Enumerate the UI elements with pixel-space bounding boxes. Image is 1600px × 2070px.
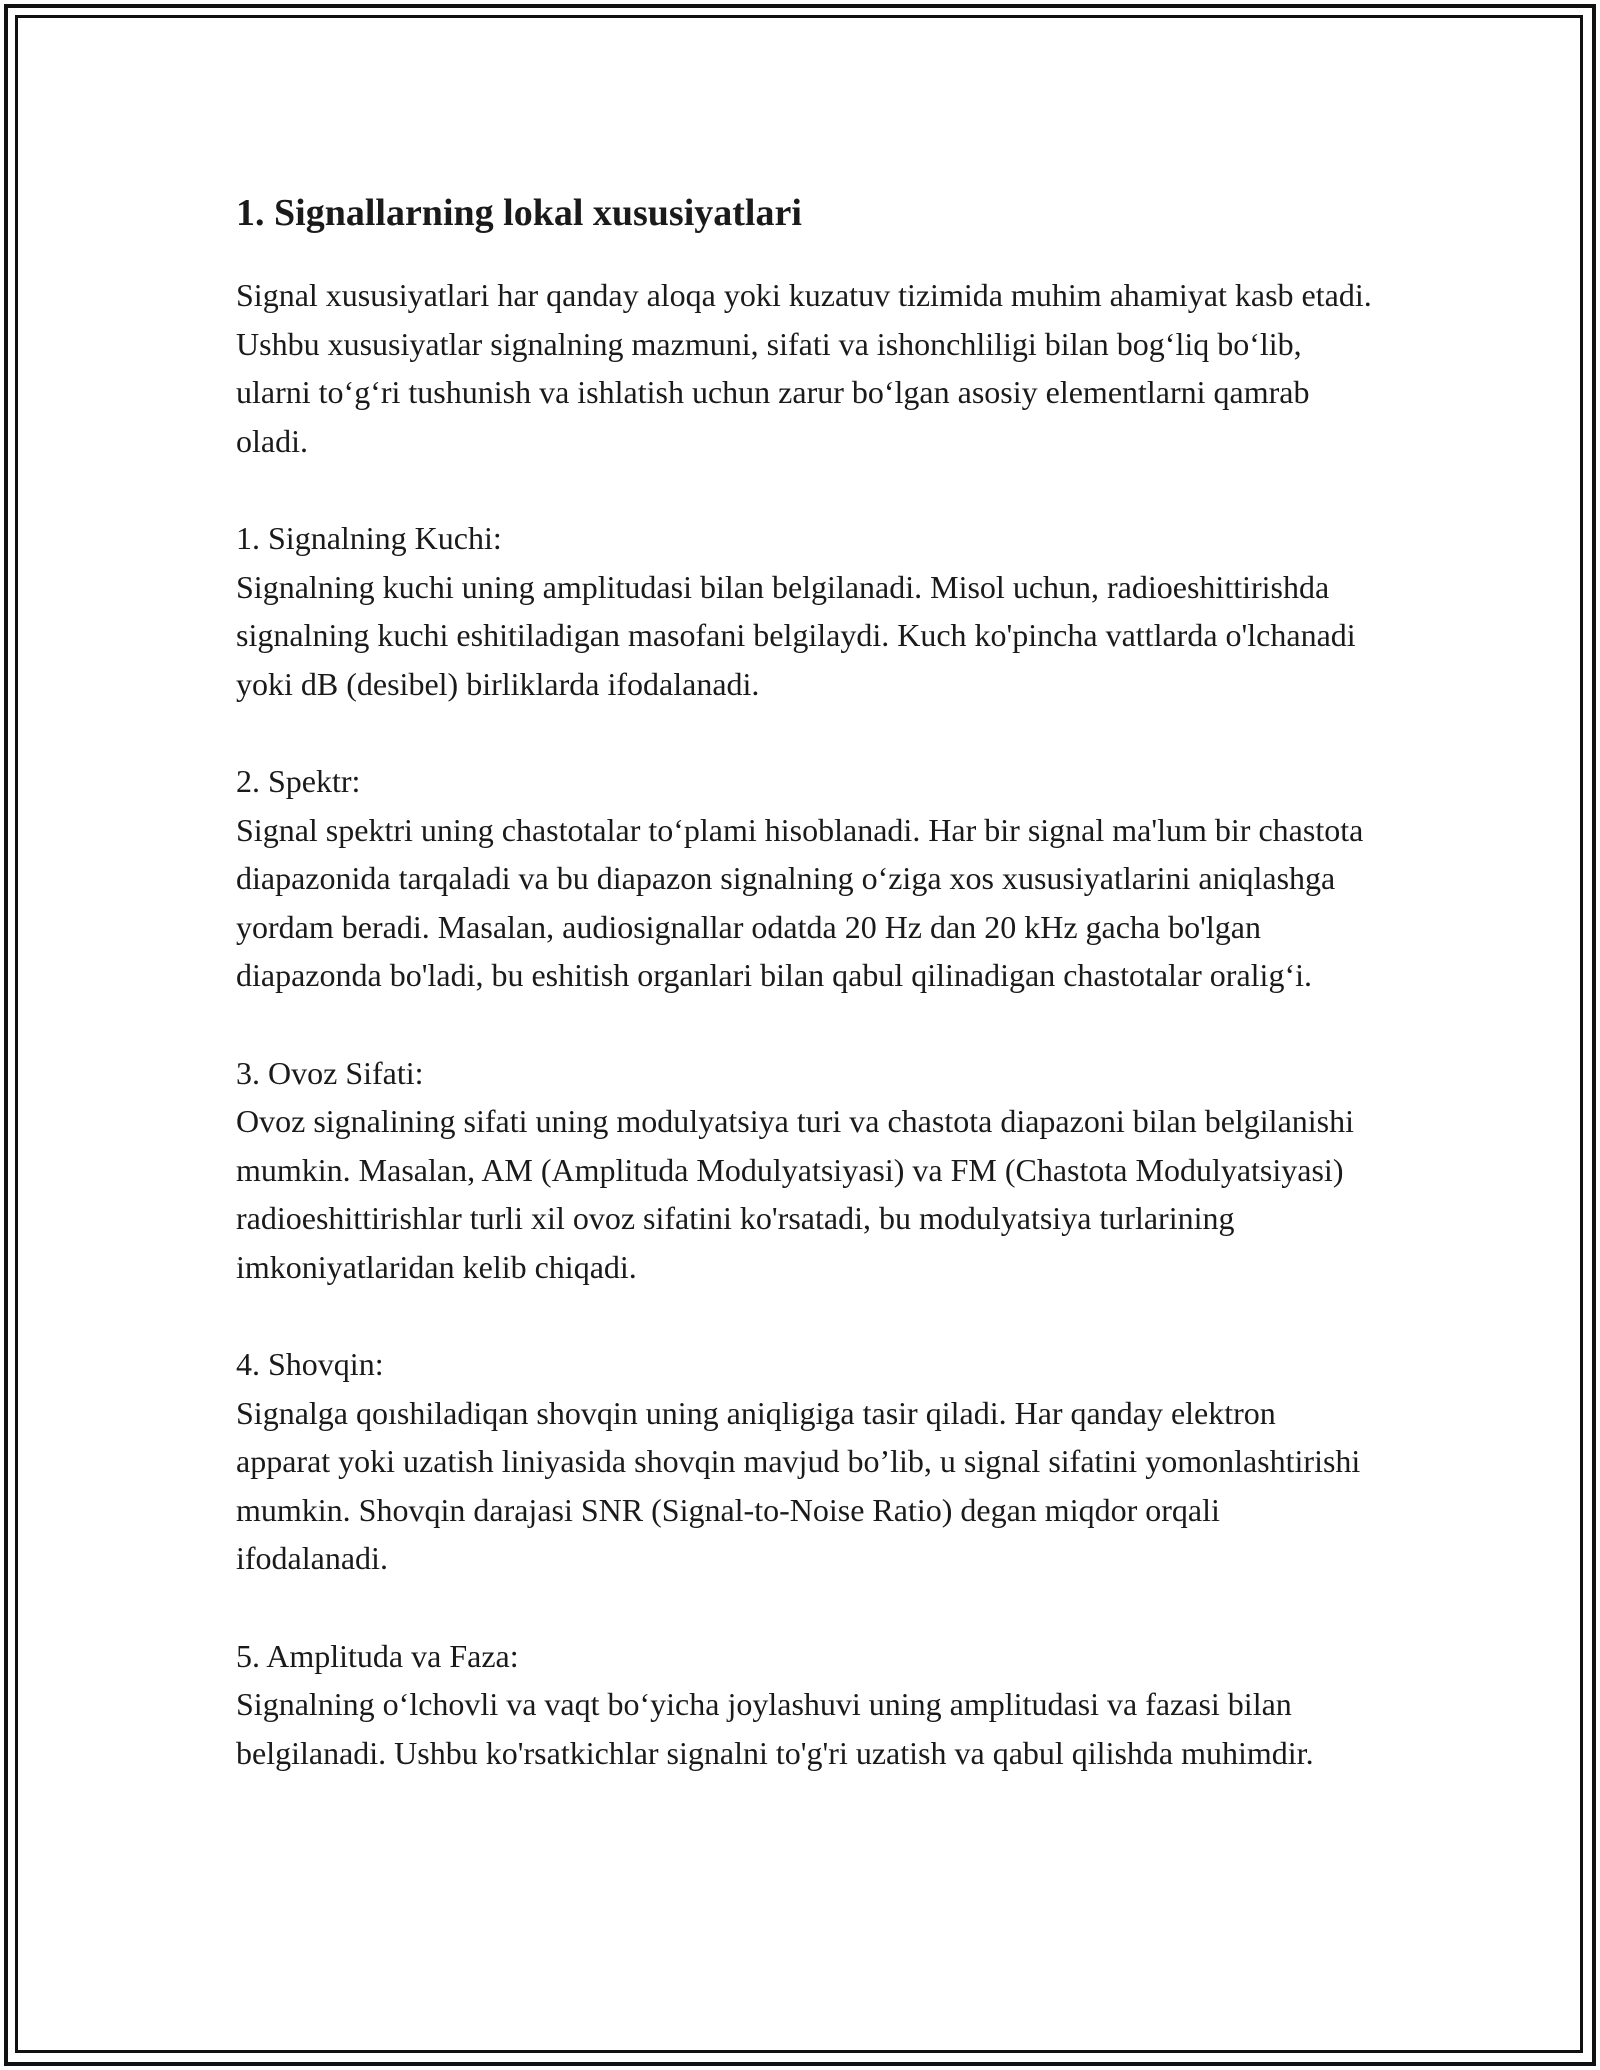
section-body: Signalning kuchi uning amplitudasi bilan belgilanadi. Misol uchun, radioeshittirishda signalning kuchi eshitiladigan masofani belgilaydi. Kuch ko'pincha vattlarda o'lchanadi yoki dB (desibel) birliklarda ifodalanadi. <box>236 568 1356 702</box>
section-heading: 5. Amplituda va Faza: <box>236 1637 519 1674</box>
document-title: 1. Signallarning lokal xususiyatlari <box>236 192 802 234</box>
section-body: Signal spektri uning chastotalar to‘plami hisoblanadi. Har bir signal ma'lum bir chastota diapazonida tarqaladi va bu diapazon signalning o‘ziga xos xususiyatlarini aniqlashga yordam beradi. Masalan, audiosignallar odatda 20 Hz dan 20 kHz gacha bo'lgan diapazonda bo'ladi, bu eshitish organlari bilan qabul qilinadigan chastotalar oralig‘i. <box>236 811 1364 993</box>
document-content <box>236 185 1376 1777</box>
section-body: Ovoz signalining sifati uning modulyatsiya turi va chastota diapazoni bilan belgilanishi mumkin. Masalan, AM (Amplituda Modulyatsiyasi) va FM (Chastota Modulyatsiyasi) radioeshittirishlar turli xil ovoz sifatini ko'rsatadi, bu modulyatsiya turlarining imkoniyatlaridan kelib chiqadi. <box>236 1103 1354 1285</box>
section-spectrum <box>236 757 1376 1000</box>
section-body: Signalga qoıshiladiqan shovqin uning aniqligiga tasir qiladi. Har qanday elektron apparat yoki uzatish liniyasida shovqin mavjud bo’lib, u signal sifatini yomonlashtirishi mumkin. Shovqin darajasi SNR (Signal-to-Noise Ratio) degan miqdor orqali ifodalanadi. <box>236 1394 1361 1576</box>
intro-paragraph: Signal xususiyatlari har qanday aloqa yoki kuzatuv tizimida muhim ahamiyat kasb etadi. Ushbu xususiyatlar signalning mazmuni, sifati va ishonchliligi bilan bog‘liq bo‘lib, ularni to‘g‘ri tushunish va ishlatish uchun zarur bo‘lgan asosiy elementlarni qamrab oladi. <box>236 277 1372 459</box>
section-amplitude-phase <box>236 1632 1376 1778</box>
section-heading: 2. Spektr: <box>236 763 361 799</box>
section-heading: 3. Ovoz Sifati: <box>236 1054 424 1091</box>
section-signal-strength <box>236 514 1376 708</box>
section-body: Signalning o‘lchovli va vaqt bo‘yicha joylashuvi uning amplitudasi va fazasi bilan belgilanadi. Ushbu ko'rsatkichlar signalni to'g'ri uzatish va qabul qilishda muhimdir. <box>236 1686 1314 1771</box>
section-sound-quality <box>236 1049 1376 1292</box>
section-noise <box>236 1340 1376 1583</box>
section-heading: 4. Shovqin: <box>236 1346 384 1382</box>
section-heading: 1. Signalning Kuchi: <box>236 520 502 556</box>
